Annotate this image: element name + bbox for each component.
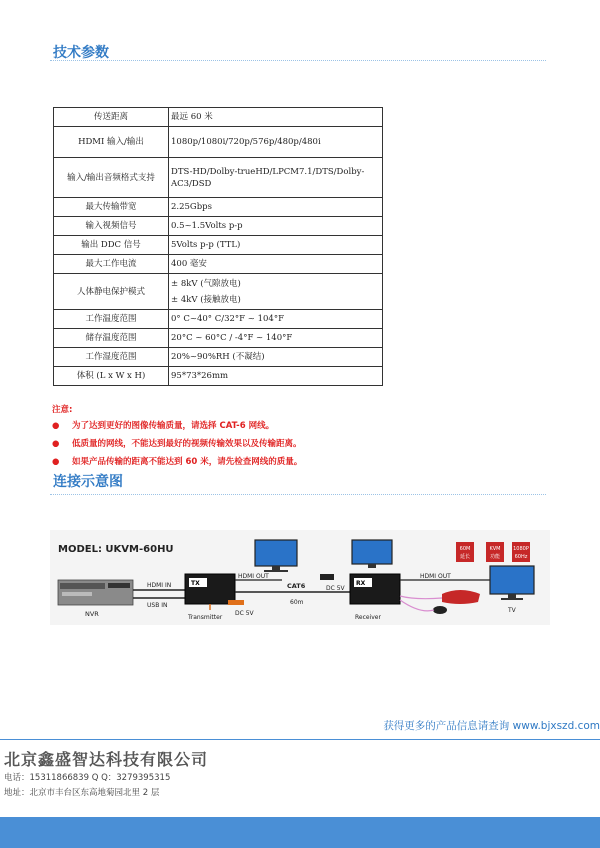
rx-logo: RX: [356, 580, 366, 587]
spec-label: 工作湿度范围: [54, 348, 169, 367]
spec-row: [54, 158, 383, 198]
spec-row: [54, 329, 383, 348]
spec-value: 5Volts p-p (TTL): [169, 236, 383, 255]
spec-row: [54, 217, 383, 236]
tv-label: TV: [508, 607, 516, 614]
spec-table: [53, 107, 383, 386]
spec-value: 1080p/1080i/720p/576p/480p/480i: [169, 127, 383, 158]
bullet-icon: ●: [52, 439, 60, 449]
spec-value: DTS-HD/Dolby-trueHD/LPCM7.1/DTS/Dolby-AC3/DSD: [169, 158, 383, 198]
more-info-text: 获得更多的产品信息请查询 www.bjxszd.com: [383, 720, 600, 732]
spec-value-line: ± 8kV (气隙放电): [171, 278, 241, 289]
nvr-label: NVR: [85, 610, 99, 618]
nvr-device-icon: [58, 580, 133, 605]
specs-divider: [50, 60, 546, 61]
spec-row: [54, 255, 383, 274]
spec-value: 20°C ~ 60°C / -4°F ~ 140°F: [169, 329, 383, 348]
contact-phone: 电话：15311866839 Q Q：3279395315: [4, 773, 171, 783]
keyboard-icon: [442, 590, 480, 604]
spec-value: 95*73*26mm: [169, 367, 383, 386]
receiver-label: Receiver: [355, 614, 381, 621]
spec-label: 输入/输出音频格式支持: [54, 158, 169, 198]
company-name: 北京鑫盛智达科技有限公司: [4, 750, 209, 769]
spec-row: [54, 108, 383, 127]
mouse-icon: [433, 606, 447, 614]
distance-label: 60m: [290, 599, 304, 606]
svg-text:1080P: 1080P: [513, 546, 529, 552]
spec-value: 0.5~1.5Volts p-p: [169, 217, 383, 236]
spec-label: 工作温度范围: [54, 310, 169, 329]
note-item: ● 为了达到更好的图像传输质量，请选择 CAT-6 网线。: [52, 421, 275, 431]
note-item: ● 低质量的网线，不能达到最好的视频传输效果以及传输距离。: [52, 439, 302, 449]
footer-divider: [0, 739, 600, 740]
transmitter-device-icon: [185, 574, 235, 604]
spec-row: [54, 348, 383, 367]
dc-plug-tx-icon: [228, 600, 244, 605]
spec-label: 人体静电保护模式: [54, 274, 169, 310]
svg-text:60M: 60M: [459, 546, 471, 552]
connection-diagram: [50, 530, 550, 625]
svg-text:60Hz: 60Hz: [514, 554, 528, 560]
spec-row: [54, 310, 383, 329]
svg-text:延长: 延长: [459, 554, 471, 560]
spec-value: 0° C~40° C/32°F ~ 104°F: [169, 310, 383, 329]
dc5v-tx-label: DC 5V: [235, 610, 254, 617]
svg-text:KVM: KVM: [489, 546, 501, 552]
spec-label: 传送距离: [54, 108, 169, 127]
spec-row: [54, 236, 383, 255]
dc5v-rx-label: DC 5V: [326, 585, 345, 592]
spec-value: 最远 60 米: [169, 108, 383, 127]
tx-logo: TX: [191, 580, 200, 587]
svg-text:功能: 功能: [489, 554, 501, 560]
footer-bar: [0, 817, 600, 848]
spec-label: 输出 DDC 信号: [54, 236, 169, 255]
transmitter-label: Transmitter: [188, 614, 223, 621]
spec-value-line: ± 4kV (接触放电): [171, 294, 241, 305]
power-adapter-icon: [320, 574, 334, 580]
spec-row: [54, 367, 383, 386]
spec-label: 最大传输带宽: [54, 198, 169, 217]
monitor-icon: [352, 540, 392, 568]
hdmi-out-tx-label: HDMI OUT: [238, 573, 269, 580]
spec-label: 储存温度范围: [54, 329, 169, 348]
spec-row: [54, 127, 383, 158]
notes-block: [52, 403, 552, 474]
spec-row: [54, 198, 383, 217]
model-label: MODEL: UKVM-60HU: [58, 544, 174, 555]
contact-address: 地址：北京市丰台区东高地菊园北里 2 层: [4, 788, 160, 798]
spec-label: 最大工作电流: [54, 255, 169, 274]
spec-label: 体积 (L x W x H): [54, 367, 169, 386]
note-item: ● 如果产品传输的距离不能达到 60 米，请先检查网线的质量。: [52, 457, 303, 467]
hdmi-in-label: HDMI IN: [147, 582, 172, 589]
receiver-device-icon: [350, 574, 400, 604]
spec-value: 20%~90%RH (不凝结): [169, 348, 383, 367]
cat6-label: CAT6: [287, 582, 306, 590]
bullet-icon: ●: [52, 457, 60, 467]
spec-value: 2.25Gbps: [169, 198, 383, 217]
spec-label: 输入视频信号: [54, 217, 169, 236]
usb-in-label: USB IN: [147, 602, 168, 609]
specs-title: 技术参数: [53, 45, 109, 61]
spec-value: 400 毫安: [169, 255, 383, 274]
spec-value: [169, 274, 383, 310]
hdmi-out-rx-label: HDMI OUT: [420, 573, 451, 580]
spec-label: HDMI 输入/输出: [54, 127, 169, 158]
spec-row: [54, 274, 383, 310]
diagram-divider: [50, 494, 546, 495]
bullet-icon: ●: [52, 421, 60, 431]
notes-title: 注意:: [52, 405, 73, 415]
diagram-title: 连接示意图: [53, 474, 123, 490]
